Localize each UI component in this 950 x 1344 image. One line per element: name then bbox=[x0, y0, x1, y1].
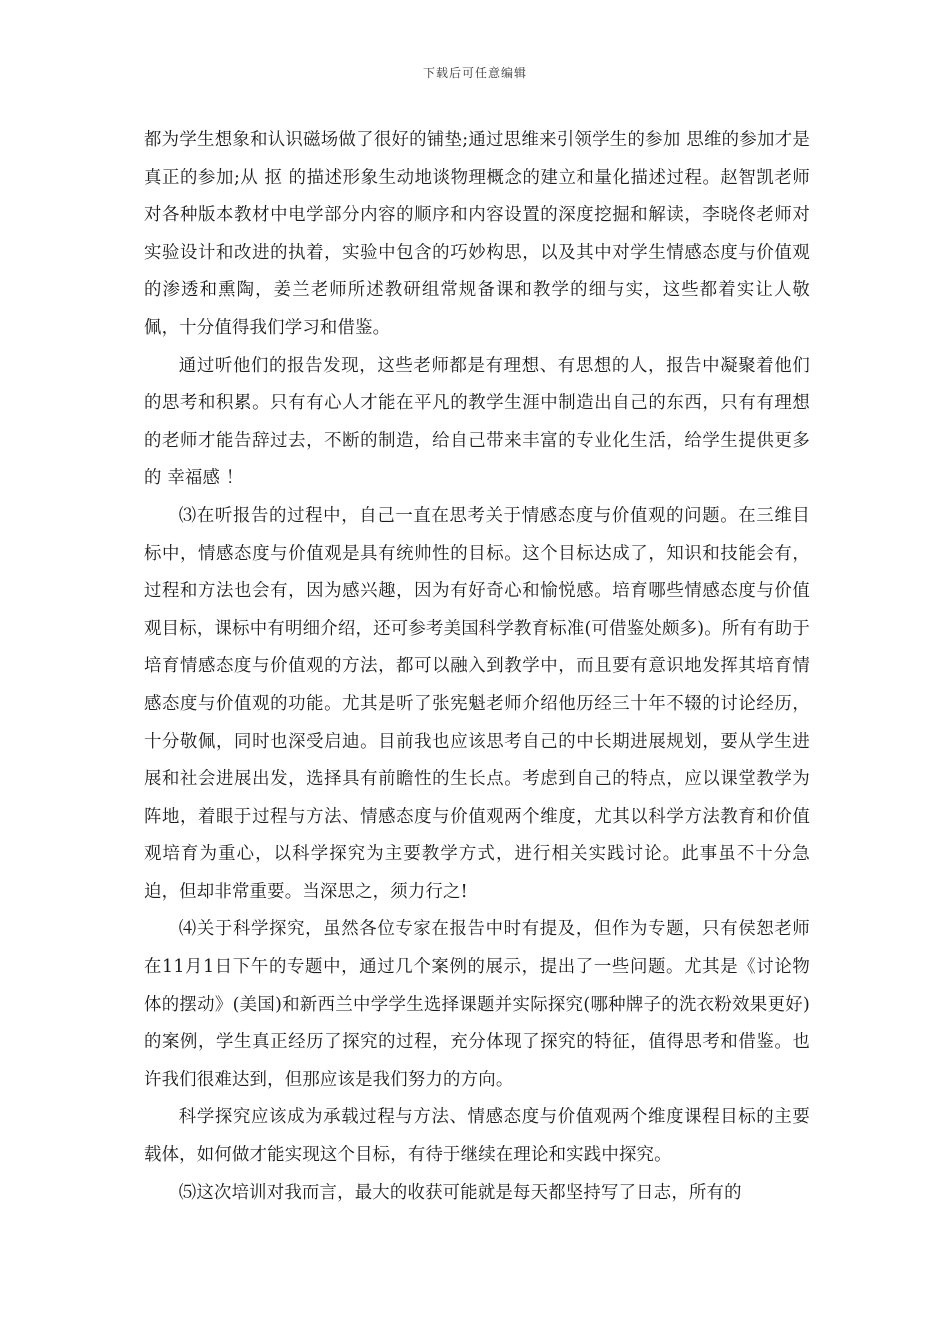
paragraph-3: ⑶在听报告的过程中，自己一直在思考关于情感态度与价值观的问题。在三维目标中，情感态度与价值观是具有统帅性的目标。这个目标达成了，知识和技能会有，过程和方法也会有，因为感兴趣，因为有好奇心和愉悦感。培育哪些情感态度与价值观目标，课标中有明细介绍，还可参考美国科学教育标准(可借鉴处颇多)。所有有助于培育情感态度与价值观的方法，都可以融入到教学中，而且要有意识地发挥其培育情感态度与价值观的功能。尤其是听了张宪魁老师介绍他历经三十年不辍的讨论经历，十分敬佩，同时也深受启迪。目前我也应该思考自己的中长期进展规划，要从学生进展和社会进展出发，选择具有前瞻性的生长点。考虑到自己的特点，应以课堂教学为阵地，着眼于过程与方法、情感态度与价值观两个维度，尤其以科学方法教育和价值观培育为重心，以科学探究为主要教学方式，进行相关实践讨论。此事虽不十分急迫，但却非常重要。当深思之，须力行之! bbox=[144, 505, 810, 902]
document-body bbox=[144, 122, 810, 1212]
paragraph-1: 都为学生想象和认识磁场做了很好的铺垫;通过思维来引领学生的参加 思维的参加才是真正的参加;从 抠 的描述形象生动地谈物理概念的建立和量化描述过程。赵智凯老师对各种版本教材中电学部分内容的顺序和内容设置的深度挖掘和解读，李晓佟老师对实验设计和改进的执着，实验中包含的巧妙构思，以及其中对学生情感态度与价值观的渗透和熏陶，姜兰老师所述教研组常规备课和教学的细与实，这些都着实让人敬佩，十分值得我们学习和借鉴。 bbox=[144, 130, 810, 338]
paragraph-4: ⑷关于科学探究，虽然各位专家在报告中时有提及，但作为专题，只有侯恕老师在11月1日下午的专题中，通过几个案例的展示，提出了一些问题。尤其是《讨论物体的摆动》(美国)和新西兰中学学生选择课题并实际探究(哪种牌子的洗衣粉效果更好)的案例，学生真正经历了探究的过程，充分体现了探究的特征，值得思考和借鉴。也许我们很难达到，但那应该是我们努力的方向。 bbox=[144, 919, 810, 1090]
paragraph-6: ⑸这次培训对我而言，最大的收获可能就是每天都坚持写了日志，所有的 bbox=[178, 1182, 742, 1203]
paragraph-2: 通过听他们的报告发现，这些老师都是有理想、有思想的人，报告中凝聚着他们的思考和积累。只有有心人才能在平凡的教学生涯中制造出自己的东西，只有有理想的老师才能告辞过去，不断的制造，给自己带来丰富的专业化生活，给学生提供更多的 幸福感 ！ bbox=[144, 355, 810, 489]
paragraph-5: 科学探究应该成为承载过程与方法、情感态度与价值观两个维度课程目标的主要载体，如何做才能实现这个目标，有待于继续在理论和实践中探究。 bbox=[144, 1107, 810, 1166]
page-header: 下载后可任意编辑 bbox=[422, 66, 527, 80]
